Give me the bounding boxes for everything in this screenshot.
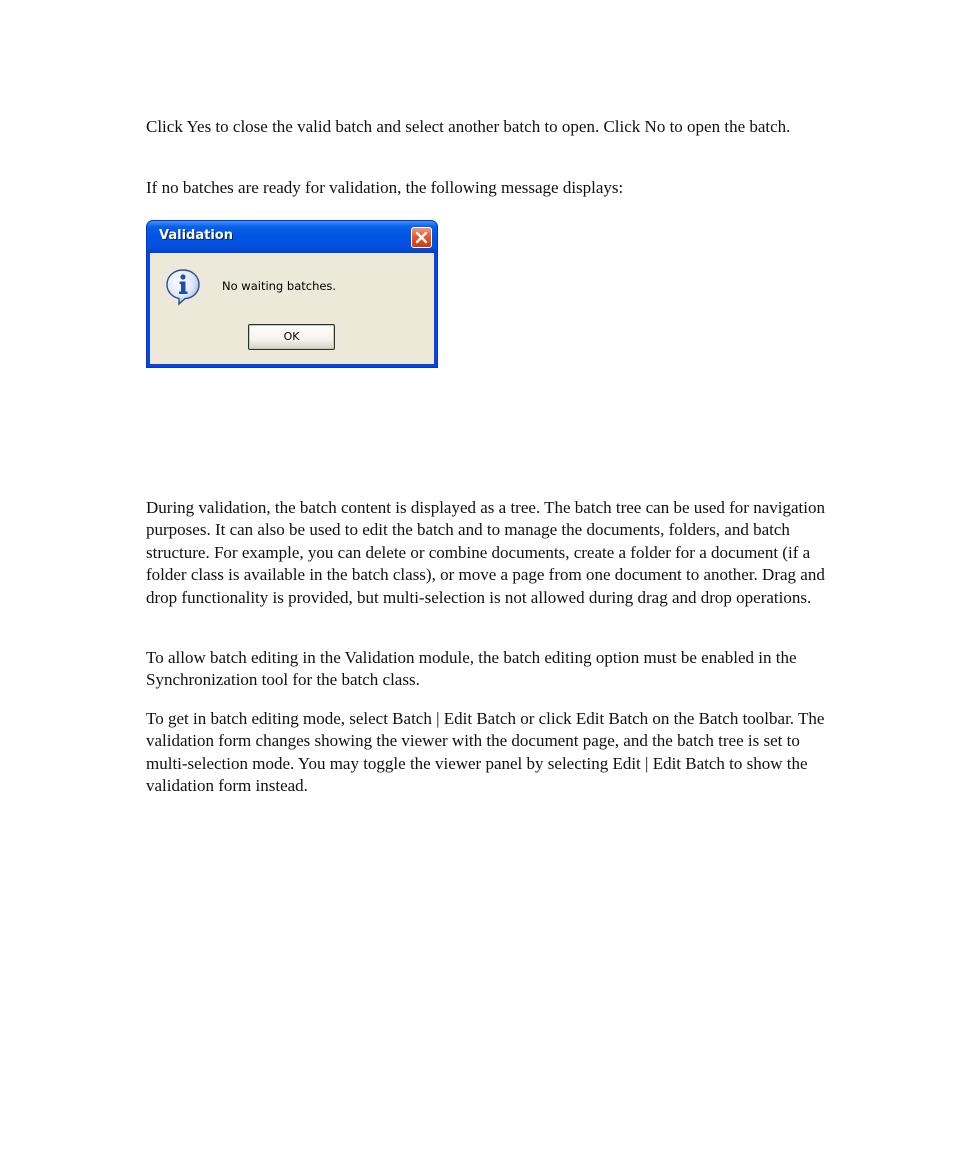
dialog-titlebar[interactable]: [147, 221, 437, 253]
close-button[interactable]: [411, 227, 432, 248]
dialog-body: [150, 253, 434, 364]
paragraph-editing-mode: To get in batch editing mode, select Batch | Edit Batch or click Edit Batch on the Batch toolbar. The validation form changes showing the viewer with the document page, and the batch tree is set to multi-selection mode. You may toggle the viewer panel by selecting Edit | Edit Batch to show the validation form instead.: [146, 709, 825, 796]
paragraph-allow-editing: To allow batch editing in the Validation module, the batch editing option must be enabled in the Synchronization tool for the batch class.: [146, 648, 797, 690]
paragraph-no-batches-intro: If no batches are ready for validation, the following message displays:: [146, 178, 624, 197]
close-icon: [412, 228, 431, 247]
paragraph-batch-tree: During validation, the batch content is displayed as a tree. The batch tree can be used for navigation purposes. It can also be used to edit the batch and to manage the documents, folders, and batch structure. For example, you can delete or combine documents, create a folder for a document (if a folder class is available in the batch class), or move a page from one document to another. Drag and drop functionality is provided, but multi-selection is not allowed during drag and drop operations.: [146, 498, 825, 607]
info-icon: [165, 268, 201, 306]
validation-message-box: [146, 220, 438, 368]
ok-button[interactable]: OK: [248, 324, 335, 350]
paragraph-close-valid-batch: Click Yes to close the valid batch and select another batch to open. Click No to open the batch.: [146, 117, 791, 136]
dialog-message: No waiting batches.: [222, 279, 337, 293]
dialog-title: Validation: [159, 228, 233, 243]
